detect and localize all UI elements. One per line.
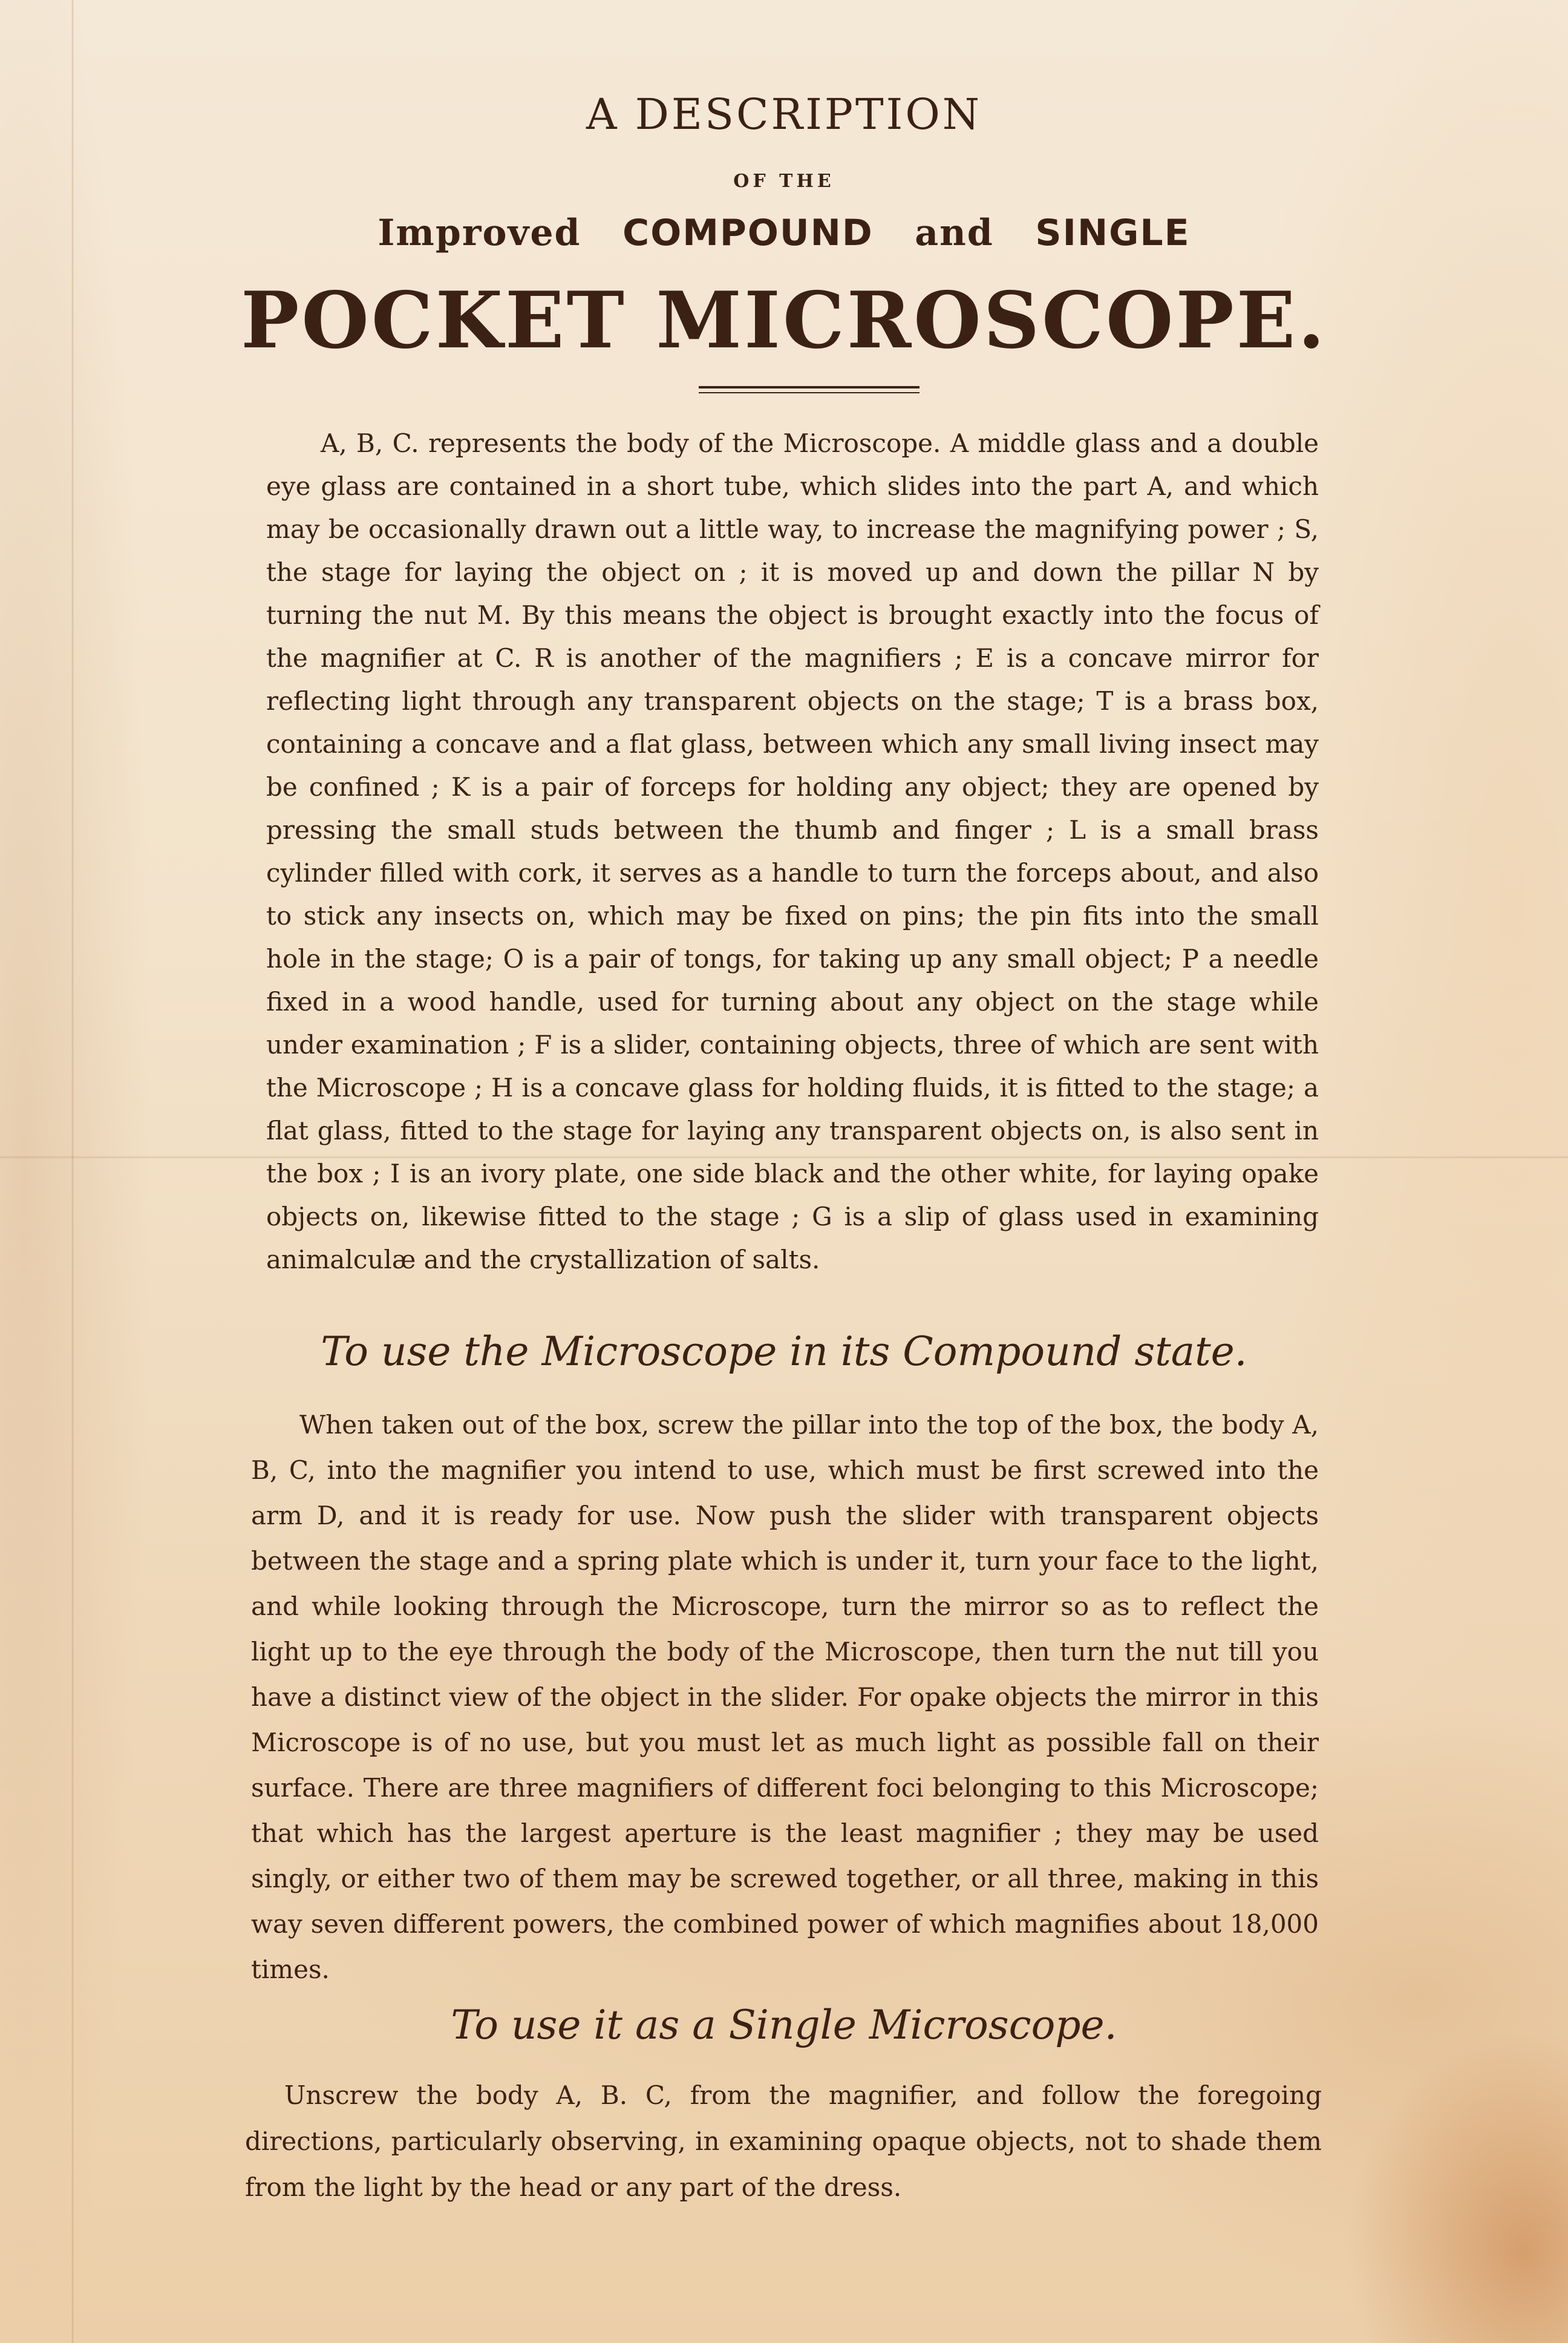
title-compound-word: COMPOUND <box>622 212 874 254</box>
intro-paragraph: A, B, C. represents the body of the Microscope. A middle glass and a double eye glass are contained in a short tube, which slides into the part A, and which may be occasionally drawn out a little way, to increase the magnifying power ; S, the stage for laying the object on ; it is moved up and down the pillar N by turning the nut M. By this means the object is brought exactly into the focus of the magnifier at C. R is another of the magnifiers ; E is a concave mirror for reflecting light through any transparent objects on the stage; T is a brass box, containing a concave and a flat glass, between which any small living insect may be confined ; K is a pair of forceps for holding any object; they are opened by pressing the small studs between the thumb and finger ; L is a small brass cylinder filled with cork, it serves as a handle to turn the forceps about, and also to stick any insects on, which may be fixed on pins; the pin fits into the small hole in the stage; O is a pair of tongs, for taking up any small object; P a needle fixed in a wood handle, used for turning about any object on the stage while under examination ; F is a slider, containing objects, three of which are sent with the Microscope ; H is a concave glass for holding fluids, it is fitted to the stage; a flat glass, fitted to the stage for laying any transparent objects on, is also sent in the box ; I is an ivory plate, one side black and the other white, for laying opake objects on, likewise fitted to the stage ; G is a slip of glass used in examining animalculæ and the crystallization of salts. <box>266 428 1319 1274</box>
title-improved-compound-single <box>0 212 1568 254</box>
title-of-the: OF THE <box>733 171 835 192</box>
single-microscope-heading: To use it as a Single Microscope. <box>451 2002 1117 2048</box>
title-rule-thin <box>699 392 920 393</box>
single-microscope-paragraph: Unscrew the body A, B. C, from the magnifier, and follow the foregoing directions, particularly observing, in examining opaque objects, not to shade them from the light by the head or any part of the dress. <box>245 2080 1322 2202</box>
title-rule-thick <box>699 386 920 388</box>
title-pocket-microscope: POCKET MICROSCOPE. <box>241 275 1327 366</box>
compound-state-heading: To use the Microscope in its Compound state. <box>321 1328 1247 1375</box>
title-improved-word: Improved <box>377 212 581 254</box>
compound-state-paragraph: When taken out of the box, screw the pillar into the top of the box, the body A, B, C, into the magnifier you intend to use, which must be first screwed into the arm D, and it is ready for use. Now push the slider with transparent objects between the stage and a spring plate which is under it, turn your face to the light, and while looking through the Microscope, turn the mirror so as to reflect the light up to the eye through the body of the Microscope, then turn the nut till you have a distinct view of the object in the slider. For opake objects the mirror in this Microscope is of no use, but you must let as much light as possible fall on their surface. There are three magnifiers of different foci belonging to this Microscope; that which has the largest aperture is the least magnifier ; they may be used singly, or either two of them may be screwed together, or all three, making in this way seven different powers, the combined power of which magnifies about 18,000 times. <box>251 1410 1319 1984</box>
title-and-word: and <box>915 212 994 254</box>
title-single-word: SINGLE <box>1035 212 1191 254</box>
title-a-description: A DESCRIPTION <box>586 90 982 139</box>
